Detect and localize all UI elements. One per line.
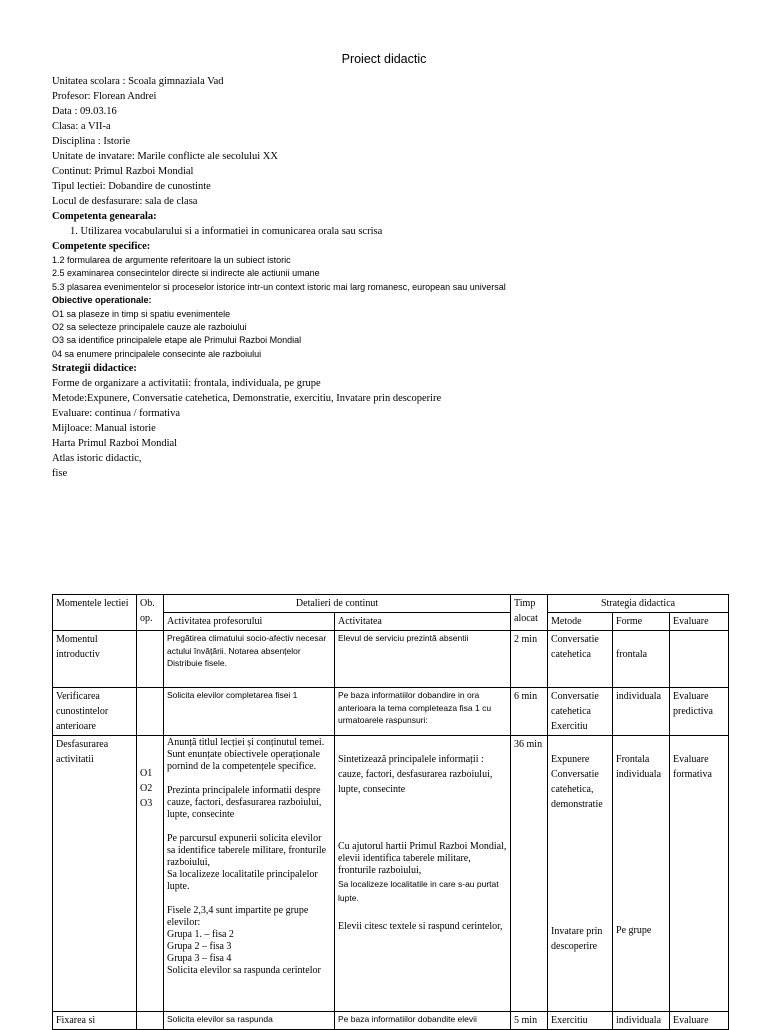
elevi-localizeaza: Sa localizeze localitatile in care s-au purtat lupte. <box>338 879 499 903</box>
cell-timp: 2 min <box>511 631 548 688</box>
cell-timp: 5 min <box>511 1012 548 1030</box>
elevi-citesc-textele: Elevii citesc textele si raspund cerintelor, <box>338 921 503 932</box>
document-header-info <box>52 74 732 481</box>
cell-forme: individuala <box>613 688 670 736</box>
competenta-specifica-item: 5.3 plasarea evenimentelor si proceselor istorice intr-un context istoric mai larg romanesc, european sau universal <box>52 281 506 292</box>
cell-prof: Solicita elevilor sa raspunda <box>164 1012 335 1030</box>
cell-evaluare: Evaluare formativa <box>670 736 729 1012</box>
strategii-mijloace: Mijloace: Manual istorie <box>52 423 156 435</box>
competenta-generala-heading: Competenta genearala: <box>52 211 157 222</box>
spacer <box>338 797 507 841</box>
competenta-generala-item: 1. Utilizarea vocabularului si a informatiei in comunicarea orala sau scrisa <box>70 226 383 237</box>
cell-ob <box>137 688 164 736</box>
cell-ob <box>137 1012 164 1030</box>
info-disciplina: Disciplina : Istorie <box>52 136 131 147</box>
strategii-metode: Metode:Expunere, Conversatie catehetica, Demonstratie, exercitiu, Invatare prin descoperire <box>52 393 442 405</box>
prof-anunta-titlul: Anunță titlul lecției și conținutul temei. Sunt enunțate obiectivele operaționale pornind de la competențele specifice. <box>167 737 325 772</box>
spacer <box>167 773 331 785</box>
header-activitatea: Activitatea <box>335 613 511 631</box>
prof-solicita-identificare: Pe parcursul expunerii solicita elevilor sa identifice taberele militare, fronturile razboiului, Sa localizeze localitatile principalelor lupte. <box>167 833 327 892</box>
cell-timp: 6 min <box>511 688 548 736</box>
cell-ob: O1 O2 O3 <box>137 736 164 1012</box>
obiective-heading: Obiective operationale: <box>52 295 152 306</box>
prof-prezinta-informatii: Prezinta principalele informatii despre cauze, factori, desfasurarea razboiului, lupte, consecinte <box>167 785 322 820</box>
metode-invatare: Invatare prin descoperire <box>551 926 603 952</box>
cell-metode: Exercitiu <box>548 1012 613 1030</box>
cell-metode: Conversatie catehetica <box>548 631 613 688</box>
competenta-specifica-item: 2.5 examinarea consecintelor directe si indirecte ale actiunii umane <box>52 268 320 279</box>
cell-moment: Fixarea si <box>53 1012 137 1030</box>
competenta-specifica-item: 1.2 formularea de argumente referitoare la un subiect istoric <box>52 255 291 265</box>
cell-evaluare: Evaluare <box>670 1012 729 1030</box>
obiectiv-item: O1 sa plaseze in timp si spatiu evenimentele <box>52 308 231 319</box>
header-evaluare: Evaluare <box>670 613 729 631</box>
info-unitate-invatare: Unitate de invatare: Marile conflicte ale secolului XX <box>52 151 278 162</box>
competente-specifice-heading: Competente specifice: <box>52 241 151 252</box>
strategii-mijloace-fise: fise <box>52 468 68 480</box>
spacer <box>551 812 609 924</box>
table-row <box>53 631 729 688</box>
obiectiv-item: O2 sa selecteze principalele cauze ale razboiului <box>52 322 247 333</box>
forme-frontala: Frontala individuala <box>616 754 662 780</box>
strategii-evaluare: Evaluare: continua / formativa <box>52 408 180 420</box>
info-profesor: Profesor: Florean Andrei <box>52 91 157 102</box>
info-data: Data : 09.03.16 <box>52 106 117 117</box>
cell-forme: frontala <box>613 631 670 688</box>
cell-prof: Solicita elevilor completarea fisei 1 <box>164 688 335 736</box>
strategii-mijloace-harta: Harta Primul Razboi Mondial <box>52 438 178 450</box>
cell-timp: 36 min <box>511 736 548 1012</box>
info-continut: Continut: Primul Razboi Mondial <box>52 166 194 177</box>
header-strategia: Strategia didactica <box>548 595 729 613</box>
obiectiv-item: 04 sa enumere principalele consecinte ale razboiului <box>52 348 262 359</box>
header-detalieri: Detalieri de continut <box>164 595 511 613</box>
spacer <box>338 905 507 919</box>
info-unitatea: Unitatea scolara : Scoala gimnaziala Vad <box>52 76 224 87</box>
header-metode: Metode <box>548 613 613 631</box>
cell-forme: individuala <box>613 1012 670 1030</box>
header-ob-op: Ob. op. <box>137 595 164 631</box>
cell-moment: Desfasurarea activitatii <box>53 736 137 1012</box>
header-forme: Forme <box>613 613 670 631</box>
strategii-mijloace-atlas: Atlas istoric didactic, <box>52 453 142 465</box>
cell-elevi: Pe baza informatiilor dobandire in ora anterioara la tema completeaza fisa 1 cu urmatoarele raspunsuri: <box>335 688 511 736</box>
spacer <box>167 893 331 905</box>
spacer <box>616 782 666 923</box>
table-row <box>53 736 729 1012</box>
table-header-row <box>53 595 729 613</box>
forme-pe-grupe: Pe grupe <box>616 925 652 936</box>
header-activitatea-profesorului: Activitatea profesorului <box>164 613 335 631</box>
cell-ob <box>137 631 164 688</box>
elevi-identifica-tabere: Cu ajutorul hartii Primul Razboi Mondial, elevii identifica taberele militare, fronturile razboiului, <box>338 841 507 876</box>
lesson-plan-table <box>52 594 729 1030</box>
cell-evaluare <box>670 631 729 688</box>
cell-moment: Verificarea cunostintelor anterioare <box>53 688 137 736</box>
obiectiv-item: O3 sa identifice principalele etape ale Primului Razboi Mondial <box>52 335 302 346</box>
header-timp: Timp alocat <box>511 595 548 631</box>
elevi-sintetizeaza: Sintetizează principalele informații : cauze, factori, desfasurarea razboiului, lupte, consecinte <box>338 754 493 795</box>
strategii-heading: Strategii didactice: <box>52 363 137 375</box>
table-row <box>53 1012 729 1030</box>
header-momentele: Momentele lectiei <box>53 595 137 631</box>
cell-elevi: Elevul de serviciu prezintă absentii <box>335 631 511 688</box>
cell-elevi: Pe baza informatiilor dobandite elevii <box>335 1012 511 1030</box>
info-locul: Locul de desfasurare: sala de clasa <box>52 196 198 207</box>
cell-metode: Conversatie catehetica Exercitiu <box>548 688 613 736</box>
info-clasa: Clasa: a VII-a <box>52 121 111 132</box>
document-title: Proiect didactic <box>341 52 427 66</box>
info-tipul-lectiei: Tipul lectiei: Dobandire de cunostinte <box>52 181 211 192</box>
cell-prof: Pregătirea climatului socio-afectiv necesar actului învățării. Notarea absențelor Distribuie fisele. <box>164 631 335 688</box>
strategii-forme: Forme de organizare a activitatii: frontala, individuala, pe grupe <box>52 378 321 390</box>
spacer <box>167 821 331 833</box>
cell-moment: Momentul introductiv <box>53 631 137 688</box>
cell-evaluare: Evaluare predictiva <box>670 688 729 736</box>
prof-fise-grupe: Fisele 2,3,4 sunt impartite pe grupe elevilor: Grupa 1. – fisa 2 Grupa 2 – fisa 3 Grupa 3 – fisa 4 Solicita elevilor sa raspunda cerintelor <box>167 905 321 976</box>
metode-expunere: Expunere Conversatie catehetica, demonstratie <box>551 754 603 810</box>
table-row <box>53 688 729 736</box>
